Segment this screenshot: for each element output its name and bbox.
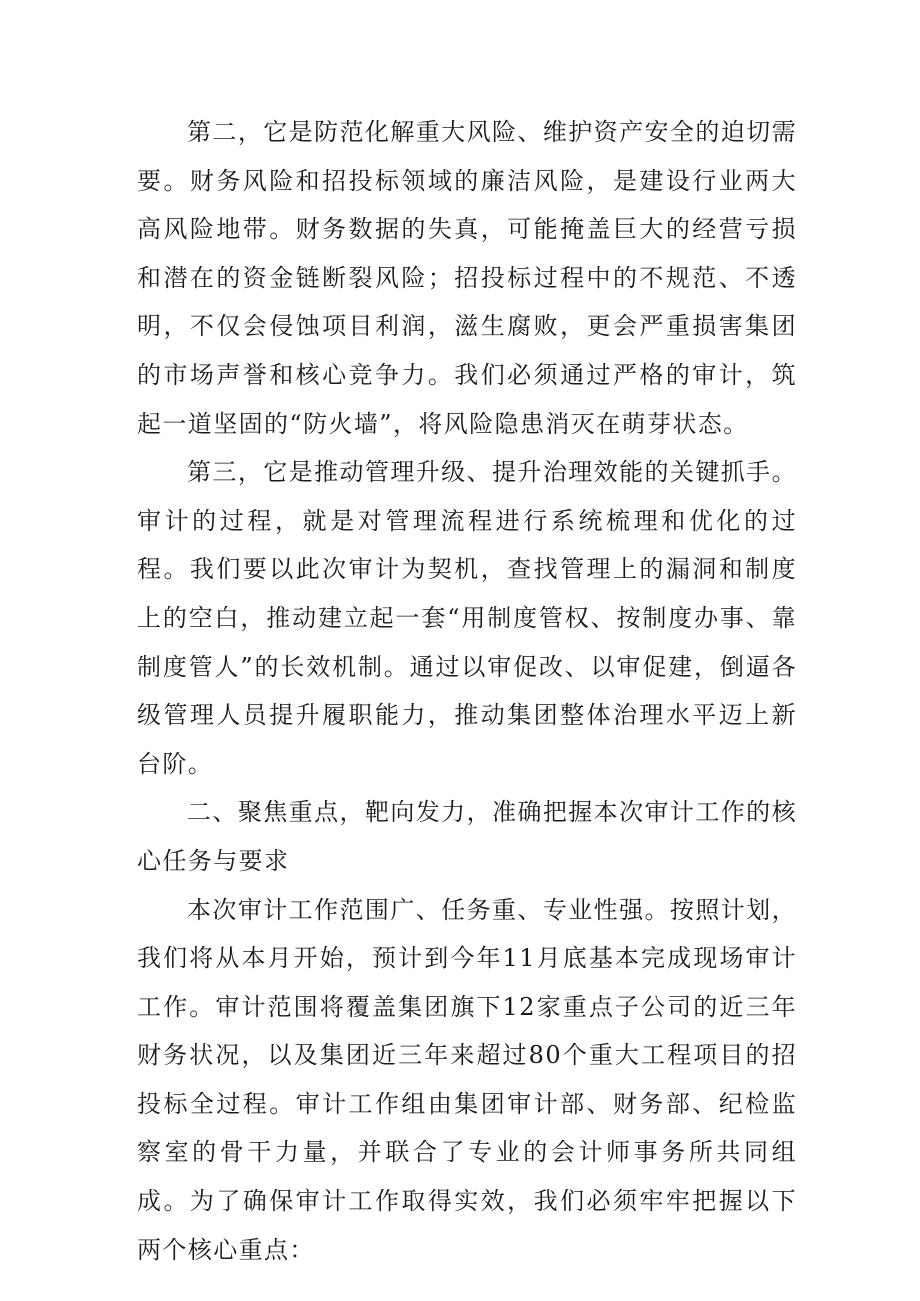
paragraph-audit-scope: 本次审计工作范围广、任务重、专业性强。按照计划，我们将从本月开始，预计到今年11月底基本完成现场审计工作。审计范围将覆盖集团旗下12家重点子公司的近三年财务状况，以及集团近三年来超过80个重大工程项目的招投标全过程。审计工作组由集团审计部、财务部、纪检监察室的骨干力量，并联合了专业的会计师事务所共同组成。为了确保审计工作取得实效，我们必须牢牢把握以下两个核心重点： (137, 895, 797, 1264)
section-heading: 二、聚焦重点，靶向发力，准确把握本次审计工作的核心任务与要求 (137, 798, 797, 875)
paragraph-third-point: 第三，它是推动管理升级、提升治理效能的关键抓手。审计的过程，就是对管理流程进行系统梳理和优化的过程。我们要以此次审计为契机，查找管理上的漏洞和制度上的空白，推动建立起一套“用制度管权、按制度办事、靠制度管人”的长效机制。通过以审促改、以审促建，倒逼各级管理人员提升履职能力，推动集团整体治理水平迈上新台阶。 (137, 458, 797, 778)
paragraph-second-point: 第二，它是防范化解重大风险、维护资产安全的迫切需要。财务风险和招投标领域的廉洁风险，是建设行业两大高风险地带。财务数据的失真，可能掩盖巨大的经营亏损和潜在的资金链断裂风险；招投标过程中的不规范、不透明，不仅会侵蚀项目利润，滋生腐败，更会严重损害集团的市场声誉和核心竞争力。我们必须通过严格的审计，筑起一道坚固的“防火墙”，将风险隐患消灭在萌芽状态。 (137, 118, 797, 438)
document-body (137, 108, 797, 1274)
